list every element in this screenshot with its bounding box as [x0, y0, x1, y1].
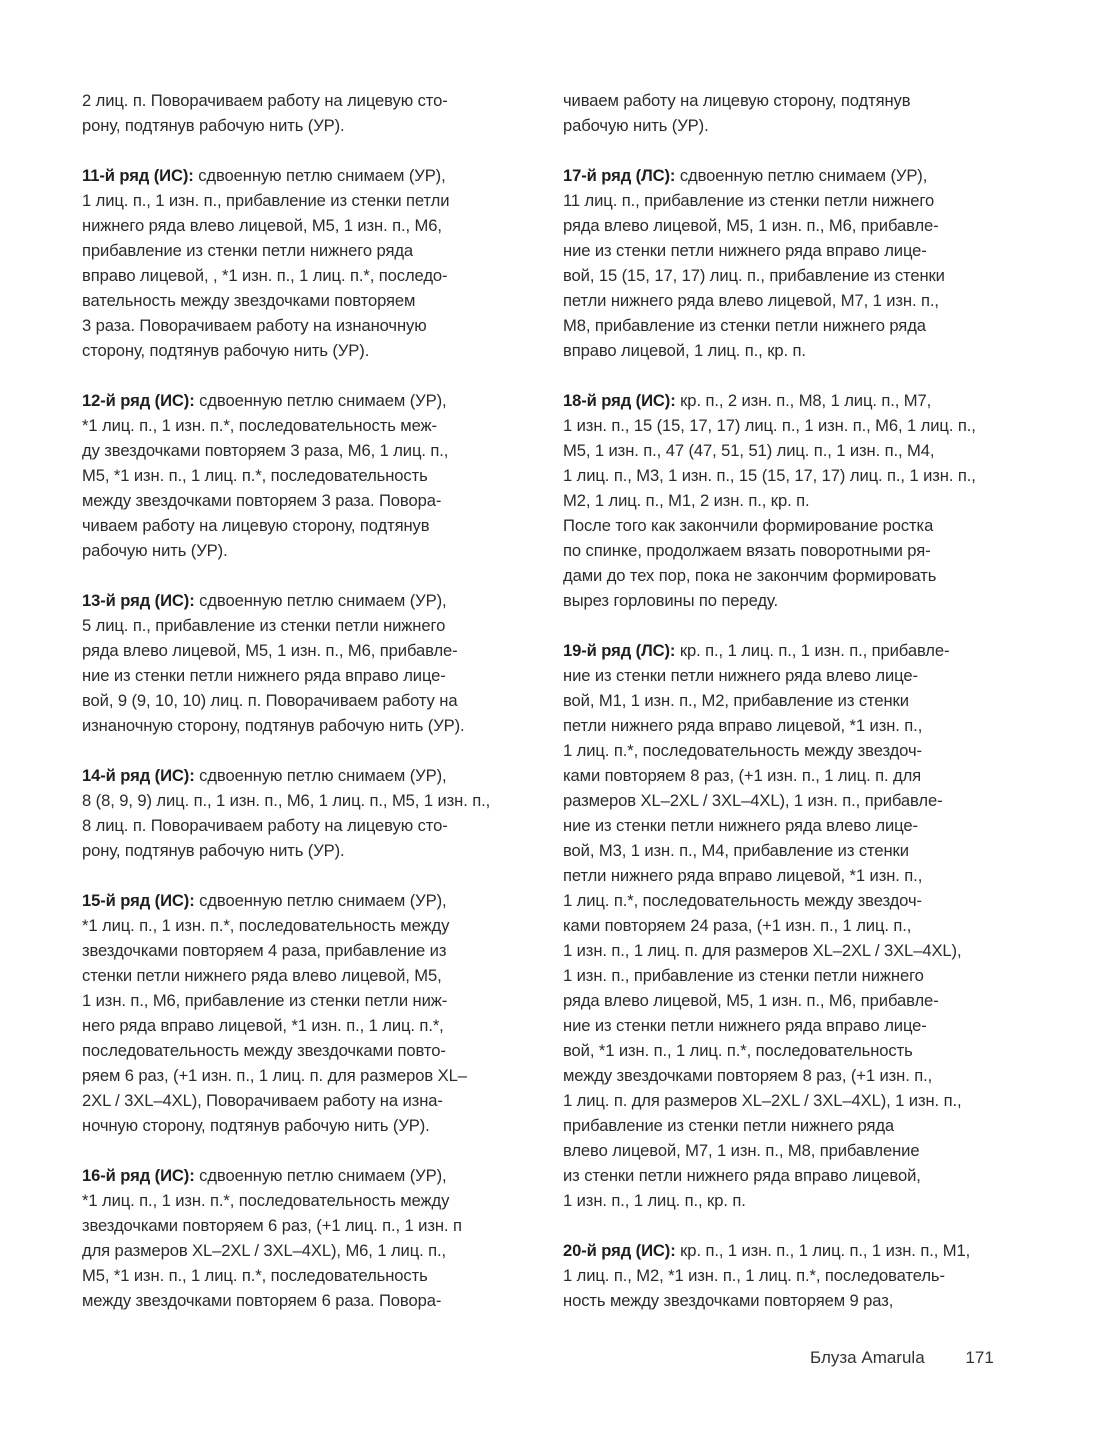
text-line [82, 238, 542, 263]
text-line [563, 163, 1023, 188]
text-line [82, 163, 542, 188]
text-line [563, 238, 1023, 263]
line-text: последовательность между звездочками повто- [82, 1041, 446, 1060]
text-line [563, 1288, 1023, 1313]
line-text: *1 лиц. п., 1 изн. п.*, последовательность между [82, 1191, 450, 1210]
text-line [563, 338, 1023, 363]
text-line [82, 588, 542, 613]
text-line [82, 438, 542, 463]
row-instruction-paragraph [563, 638, 1023, 1213]
line-text: размеров XL–2XL / 3XL–4XL), 1 изн. п., прибавле- [563, 791, 943, 810]
text-line [563, 638, 1023, 663]
text-line [82, 488, 542, 513]
line-text: 1 изн. п., 1 лиц. п., кр. п. [563, 1191, 746, 1210]
line-text: рону, подтянув рабочую нить (УР). [82, 841, 345, 860]
line-text: прибавление из стенки петли нижнего ряда [563, 1116, 895, 1135]
line-text: него ряда вправо лицевой, *1 изн. п., 1 лиц. п.*, [82, 1016, 444, 1035]
line-text: кр. п., 1 лиц. п., 1 изн. п., прибавле- [675, 641, 950, 660]
line-text: прибавление из стенки петли нижнего ряда [82, 241, 414, 260]
text-line [82, 263, 542, 288]
row-instruction-paragraph [563, 388, 1023, 613]
line-text: изнаночную сторону, подтянув рабочую нить (УР). [82, 716, 465, 735]
text-line [563, 563, 1023, 588]
text-line [82, 1263, 542, 1288]
line-text: вой, 9 (9, 10, 10) лиц. п. Поворачиваем работу на [82, 691, 458, 710]
text-line [82, 788, 542, 813]
text-line [82, 1088, 542, 1113]
text-line [82, 988, 542, 1013]
text-line [82, 813, 542, 838]
text-line [563, 413, 1023, 438]
line-text: сторону, подтянув рабочую нить (УР). [82, 341, 370, 360]
text-line [563, 288, 1023, 313]
line-text: звездочками повторяем 4 раза, прибавление из [82, 941, 447, 960]
row-instruction-paragraph [563, 163, 1023, 363]
text-line [82, 413, 542, 438]
line-text: для размеров XL–2XL / 3XL–4XL), М6, 1 лиц. п., [82, 1241, 447, 1260]
text-line [563, 513, 1023, 538]
line-text: 2 лиц. п. Поворачиваем работу на лицевую сто- [82, 91, 448, 110]
line-text: сдвоенную петлю снимаем (УР), [194, 891, 447, 910]
line-text: сдвоенную петлю снимаем (УР), [675, 166, 928, 185]
text-line [82, 1163, 542, 1188]
line-text: стенки петли нижнего ряда влево лицевой, М5, [82, 966, 442, 985]
line-text: рону, подтянув рабочую нить (УР). [82, 116, 345, 135]
text-line [563, 1188, 1023, 1213]
line-text: После того как закончили формирование ростка [563, 516, 934, 535]
text-line [563, 763, 1023, 788]
row-label: 12-й ряд (ИС): [82, 391, 195, 410]
line-text: вправо лицевой, , *1 изн. п., 1 лиц. п.*, последо- [82, 266, 448, 285]
line-text: влево лицевой, М7, 1 изн. п., М8, прибавление [563, 1141, 920, 1160]
text-line [82, 938, 542, 963]
line-text: ние из стенки петли нижнего ряда вправо лице- [563, 241, 927, 260]
line-text: *1 лиц. п., 1 изн. п.*, последовательность между [82, 916, 450, 935]
line-text: ние из стенки петли нижнего ряда влево лице- [563, 816, 918, 835]
text-line [563, 738, 1023, 763]
line-text: 1 изн. п., М6, прибавление из стенки петли ниж- [82, 991, 448, 1010]
line-text: ряда влево лицевой, М5, 1 изн. п., М6, прибавле- [82, 641, 458, 660]
text-line [82, 963, 542, 988]
line-text: 8 (8, 9, 9) лиц. п., 1 изн. п., М6, 1 лиц. п., М5, 1 изн. п., [82, 791, 491, 810]
line-text: звездочками повторяем 6 раз, (+1 лиц. п., 1 изн. п [82, 1216, 462, 1235]
text-line [82, 1063, 542, 1088]
text-line [563, 1013, 1023, 1038]
line-text: вой, М1, 1 изн. п., М2, прибавление из стенки [563, 691, 909, 710]
line-text: сдвоенную петлю снимаем (УР), [194, 766, 447, 785]
row-instruction-paragraph [82, 88, 542, 138]
text-line [563, 963, 1023, 988]
line-text: сдвоенную петлю снимаем (УР), [194, 391, 447, 410]
line-text: кр. п., 1 изн. п., 1 лиц. п., 1 изн. п., М1, [675, 1241, 971, 1260]
row-instruction-paragraph [82, 163, 542, 363]
line-text: 8 лиц. п. Поворачиваем работу на лицевую сто- [82, 816, 448, 835]
text-line [82, 88, 542, 113]
text-line [563, 863, 1023, 888]
text-line [563, 688, 1023, 713]
line-text: *1 лиц. п., 1 изн. п.*, последовательность меж- [82, 416, 437, 435]
line-text: М5, 1 изн. п., 47 (47, 51, 51) лиц. п., 1 изн. п., М4, [563, 441, 935, 460]
text-line [82, 663, 542, 688]
row-instruction-paragraph [82, 388, 542, 563]
right-column [563, 88, 1023, 1338]
line-text: ками повторяем 24 раза, (+1 изн. п., 1 лиц. п., [563, 916, 912, 935]
text-line [563, 838, 1023, 863]
line-text: 1 лиц. п.*, последовательность между звездоч- [563, 891, 922, 910]
line-text: 5 лиц. п., прибавление из стенки петли нижнего [82, 616, 446, 635]
text-line [563, 913, 1023, 938]
row-instruction-paragraph [82, 888, 542, 1138]
text-line [563, 988, 1023, 1013]
line-text: ряда влево лицевой, М5, 1 изн. п., М6, прибавле- [563, 991, 939, 1010]
text-line [82, 463, 542, 488]
line-text: 2XL / 3XL–4XL), Поворачиваем работу на изна- [82, 1091, 443, 1110]
text-line [563, 1238, 1023, 1263]
text-line [563, 888, 1023, 913]
text-line [563, 788, 1023, 813]
line-text: между звездочками повторяем 8 раз, (+1 изн. п., [563, 1066, 933, 1085]
text-line [563, 488, 1023, 513]
text-line [82, 1288, 542, 1313]
line-text: вой, 15 (15, 17, 17) лиц. п., прибавление из стенки [563, 266, 945, 285]
text-line [82, 613, 542, 638]
text-line [563, 713, 1023, 738]
line-text: между звездочками повторяем 6 раза. Повора- [82, 1291, 442, 1310]
text-line [82, 388, 542, 413]
text-line [82, 538, 542, 563]
text-line [82, 1238, 542, 1263]
line-text: из стенки петли нижнего ряда вправо лицевой, [563, 1166, 921, 1185]
text-line [82, 1188, 542, 1213]
text-line [563, 1113, 1023, 1138]
line-text: 1 изн. п., 1 лиц. п. для размеров XL–2XL / 3XL–4XL), [563, 941, 962, 960]
line-text: ночную сторону, подтянув рабочую нить (УР). [82, 1116, 430, 1135]
text-line [563, 313, 1023, 338]
line-text: М8, прибавление из стенки петли нижнего ряда [563, 316, 926, 335]
line-text: вправо лицевой, 1 лиц. п., кр. п. [563, 341, 806, 360]
running-title: Блуза Amarula [810, 1348, 925, 1367]
text-line [82, 113, 542, 138]
line-text: по спинке, продолжаем вязать поворотными ря- [563, 541, 931, 560]
line-text: вательность между звездочками повторяем [82, 291, 416, 310]
line-text: М5, *1 изн. п., 1 лиц. п.*, последовательность [82, 466, 428, 485]
text-line [563, 1163, 1023, 1188]
line-text: 1 лиц. п., М2, *1 изн. п., 1 лиц. п.*, последователь- [563, 1266, 945, 1285]
text-line [563, 263, 1023, 288]
line-text: сдвоенную петлю снимаем (УР), [194, 1166, 447, 1185]
line-text: между звездочками повторяем 3 раза. Повора- [82, 491, 442, 510]
line-text: 3 раза. Поворачиваем работу на изнаночную [82, 316, 427, 335]
row-label: 19-й ряд (ЛС): [563, 641, 676, 660]
line-text: ние из стенки петли нижнего ряда вправо лице- [82, 666, 446, 685]
text-line [82, 1038, 542, 1063]
line-text: дами до тех пор, пока не закончим формировать [563, 566, 937, 585]
line-text: чиваем работу на лицевую сторону, подтянув [563, 91, 911, 110]
line-text: 1 лиц. п., М3, 1 изн. п., 15 (15, 17, 17) лиц. п., 1 изн. п., [563, 466, 976, 485]
row-label: 13-й ряд (ИС): [82, 591, 195, 610]
text-line [82, 513, 542, 538]
line-text: петли нижнего ряда вправо лицевой, *1 изн. п., [563, 866, 923, 885]
text-line [563, 938, 1023, 963]
text-line [82, 888, 542, 913]
text-line [82, 638, 542, 663]
row-instruction-paragraph [82, 763, 542, 863]
row-instruction-paragraph [563, 1238, 1023, 1313]
row-instruction-paragraph [563, 88, 1023, 138]
row-label: 16-й ряд (ИС): [82, 1166, 195, 1185]
row-label: 11-й ряд (ИС): [82, 166, 194, 185]
left-column [82, 88, 542, 1338]
text-line [82, 713, 542, 738]
line-text: кр. п., 2 изн. п., М8, 1 лиц. п., М7, [675, 391, 932, 410]
row-instruction-paragraph [82, 588, 542, 738]
text-line [82, 763, 542, 788]
line-text: М2, 1 лиц. п., М1, 2 изн. п., кр. п. [563, 491, 810, 510]
line-text: ряем 6 раз, (+1 изн. п., 1 лиц. п. для размеров XL– [82, 1066, 467, 1085]
row-label: 17-й ряд (ЛС): [563, 166, 676, 185]
text-line [563, 1263, 1023, 1288]
row-label: 18-й ряд (ИС): [563, 391, 676, 410]
text-line [82, 1013, 542, 1038]
text-line [563, 1038, 1023, 1063]
text-line [82, 288, 542, 313]
line-text: чиваем работу на лицевую сторону, подтянув [82, 516, 430, 535]
text-line [563, 463, 1023, 488]
line-text: 1 лиц. п., 1 изн. п., прибавление из стенки петли [82, 191, 450, 210]
text-line [563, 588, 1023, 613]
text-line [82, 313, 542, 338]
line-text: М5, *1 изн. п., 1 лиц. п.*, последовательность [82, 1266, 428, 1285]
text-line [563, 388, 1023, 413]
text-line [563, 663, 1023, 688]
line-text: петли нижнего ряда влево лицевой, М7, 1 изн. п., [563, 291, 939, 310]
line-text: рабочую нить (УР). [563, 116, 709, 135]
line-text: петли нижнего ряда вправо лицевой, *1 изн. п., [563, 716, 923, 735]
line-text: вой, М3, 1 изн. п., М4, прибавление из стенки [563, 841, 909, 860]
text-line [563, 813, 1023, 838]
line-text: сдвоенную петлю снимаем (УР), [193, 166, 446, 185]
text-line [563, 538, 1023, 563]
text-line [82, 213, 542, 238]
line-text: вой, *1 изн. п., 1 лиц. п.*, последовательность [563, 1041, 913, 1060]
page-footer [810, 1348, 994, 1368]
line-text: рабочую нить (УР). [82, 541, 228, 560]
line-text: 1 лиц. п.*, последовательность между звездоч- [563, 741, 922, 760]
row-label: 14-й ряд (ИС): [82, 766, 195, 785]
line-text: ряда влево лицевой, М5, 1 изн. п., М6, прибавле- [563, 216, 939, 235]
line-text: 1 изн. п., 15 (15, 17, 17) лиц. п., 1 изн. п., М6, 1 лиц. п., [563, 416, 976, 435]
row-instruction-paragraph [82, 1163, 542, 1313]
text-line [563, 1088, 1023, 1113]
text-line [563, 438, 1023, 463]
text-line [82, 913, 542, 938]
page-number: 171 [965, 1348, 994, 1367]
text-line [82, 188, 542, 213]
line-text: ность между звездочками повторяем 9 раз, [563, 1291, 894, 1310]
line-text: 11 лиц. п., прибавление из стенки петли нижнего [563, 191, 935, 210]
text-line [82, 338, 542, 363]
line-text: ками повторяем 8 раз, (+1 изн. п., 1 лиц. п. для [563, 766, 922, 785]
line-text: 1 изн. п., прибавление из стенки петли нижнего [563, 966, 924, 985]
text-line [563, 1138, 1023, 1163]
text-line [82, 1113, 542, 1138]
text-line [563, 1063, 1023, 1088]
text-line [82, 1213, 542, 1238]
text-line [82, 688, 542, 713]
row-label: 20-й ряд (ИС): [563, 1241, 676, 1260]
line-text: 1 лиц. п. для размеров XL–2XL / 3XL–4XL), 1 изн. п., [563, 1091, 962, 1110]
text-line [563, 113, 1023, 138]
text-line [82, 838, 542, 863]
line-text: ние из стенки петли нижнего ряда влево лице- [563, 666, 918, 685]
row-label: 15-й ряд (ИС): [82, 891, 195, 910]
text-line [563, 88, 1023, 113]
line-text: сдвоенную петлю снимаем (УР), [194, 591, 447, 610]
line-text: ду звездочками повторяем 3 раза, М6, 1 лиц. п., [82, 441, 449, 460]
line-text: ние из стенки петли нижнего ряда вправо лице- [563, 1016, 927, 1035]
line-text: нижнего ряда влево лицевой, М5, 1 изн. п., М6, [82, 216, 442, 235]
text-line [563, 213, 1023, 238]
line-text: вырез горловины по переду. [563, 591, 778, 610]
text-line [563, 188, 1023, 213]
